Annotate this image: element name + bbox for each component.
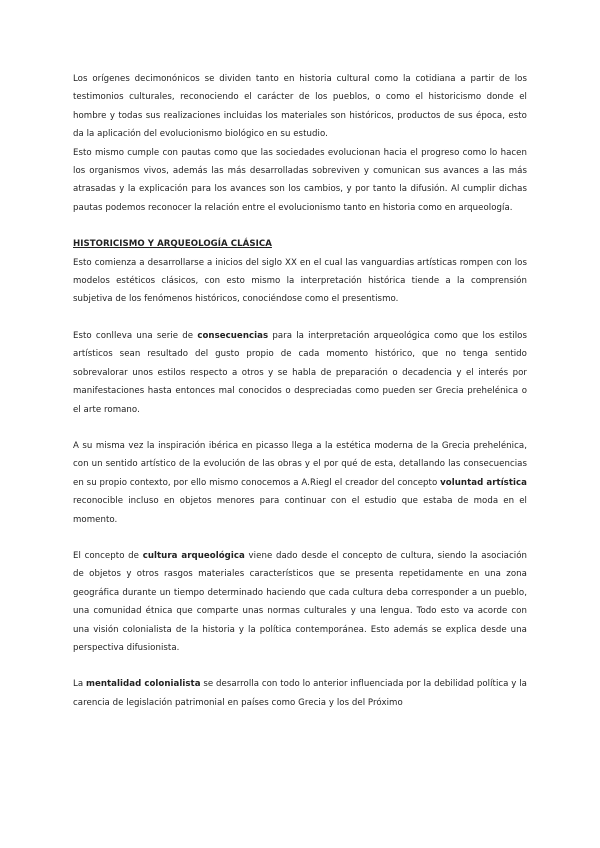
bold-term-consequences: consecuencias — [197, 330, 269, 341]
text-run: para la interpretación arqueológica como que los estilos artísticos sean resultado del gusto propio de cada momento histórico, que no tenga sentido sobrevalorar unos estilos respecto a otros y se habla de preparación o decadencia y el interés por manifestaciones hasta entonces mal conocidos o despreciadas como pueden ser Grecia prehelénica o el arte romano. — [73, 330, 527, 415]
bold-term-archaeological-culture: cultura arqueológica — [142, 550, 245, 561]
spacer — [73, 217, 527, 235]
spacer — [73, 529, 527, 547]
text-run: Esto conlleva una serie de — [73, 330, 198, 341]
section-heading: HISTORICISMO Y ARQUEOLOGÍA CLÁSICA — [73, 239, 272, 250]
text-run: A su misma vez la inspiración ibérica en picasso llega a la estética moderna de la Grecia prehelénica, con un sentido artístico de la evolución de las obras y el por qué de esta, detallando las consecuencias en su propio contexto, por ello mismo conocemos a A.Riegl el creador del concepto — [73, 440, 527, 488]
paragraph-presentism: Esto comienza a desarrollarse a inicios del siglo XX en el cual las vanguardias artísticas rompen con los modelos estéticos clásicos, con esto mismo la interpretación histórica tiende a la comprensión subjetiva de los fenómenos históricos, conociéndose como el presentismo. — [73, 257, 527, 305]
text-run: El concepto de — [73, 550, 143, 561]
spacer — [73, 419, 527, 437]
spacer — [73, 309, 527, 327]
text-run: viene dado desde el concepto de cultura, siendo la asociación de objetos y otros rasgos materiales característicos que se presenta repetidamente en una zona geográfica durante un tiempo determinado haciendo que cada cultura deba corresponder a un pueblo, una comunidad étnica que comparte unas normas culturales y una lengua. Todo esto va acorde con una visión colonialista de la historia y la política contemporánea. Esto además se explica desde una perspectiva difusionista. — [73, 550, 528, 653]
paragraph-riegl — [73, 437, 527, 529]
text-run: La — [73, 679, 86, 690]
bold-term-artistic-will: voluntad artística — [440, 477, 527, 488]
bold-term-colonialist-mentality: mentalidad colonialista — [85, 679, 201, 690]
paragraph-consequences — [73, 327, 527, 419]
paragraph-evolution: Esto mismo cumple con pautas como que las sociedades evolucionan hacia el progreso como lo hacen los organismos vivos, además las más desarrolladas sobreviven y comunican sus avances a las más atrasadas y la explicación para los avances son los cambios, y por tanto la difusión. Al cumplir dichas pautas podemos reconocer la relación entre el evolucionismo tanto en historia como en arqueología. — [73, 147, 527, 213]
paragraph-colonialist — [73, 675, 527, 712]
text-run: se desarrolla con todo lo anterior influenciada por la debilidad política y la carencia de legislación patrimonial en países como Grecia y los del Próximo — [73, 679, 527, 708]
paragraph-archaeological-culture — [73, 547, 527, 657]
text-run: reconocible incluso en objetos menores para continuar con el estudio que estaba de moda en el momento. — [73, 496, 527, 525]
paragraph-origins: Los orígenes decimonónicos se dividen tanto en historia cultural como la cotidiana a partir de los testimonios culturales, reconociendo el carácter de los pueblos, o como el historicismo donde el hombre y todas sus realizaciones incluidas los materiales son históricos, productos de sus época, esto da la aplicación del evolucionismo biológico en su estudio. — [73, 74, 527, 140]
spacer — [73, 657, 527, 675]
